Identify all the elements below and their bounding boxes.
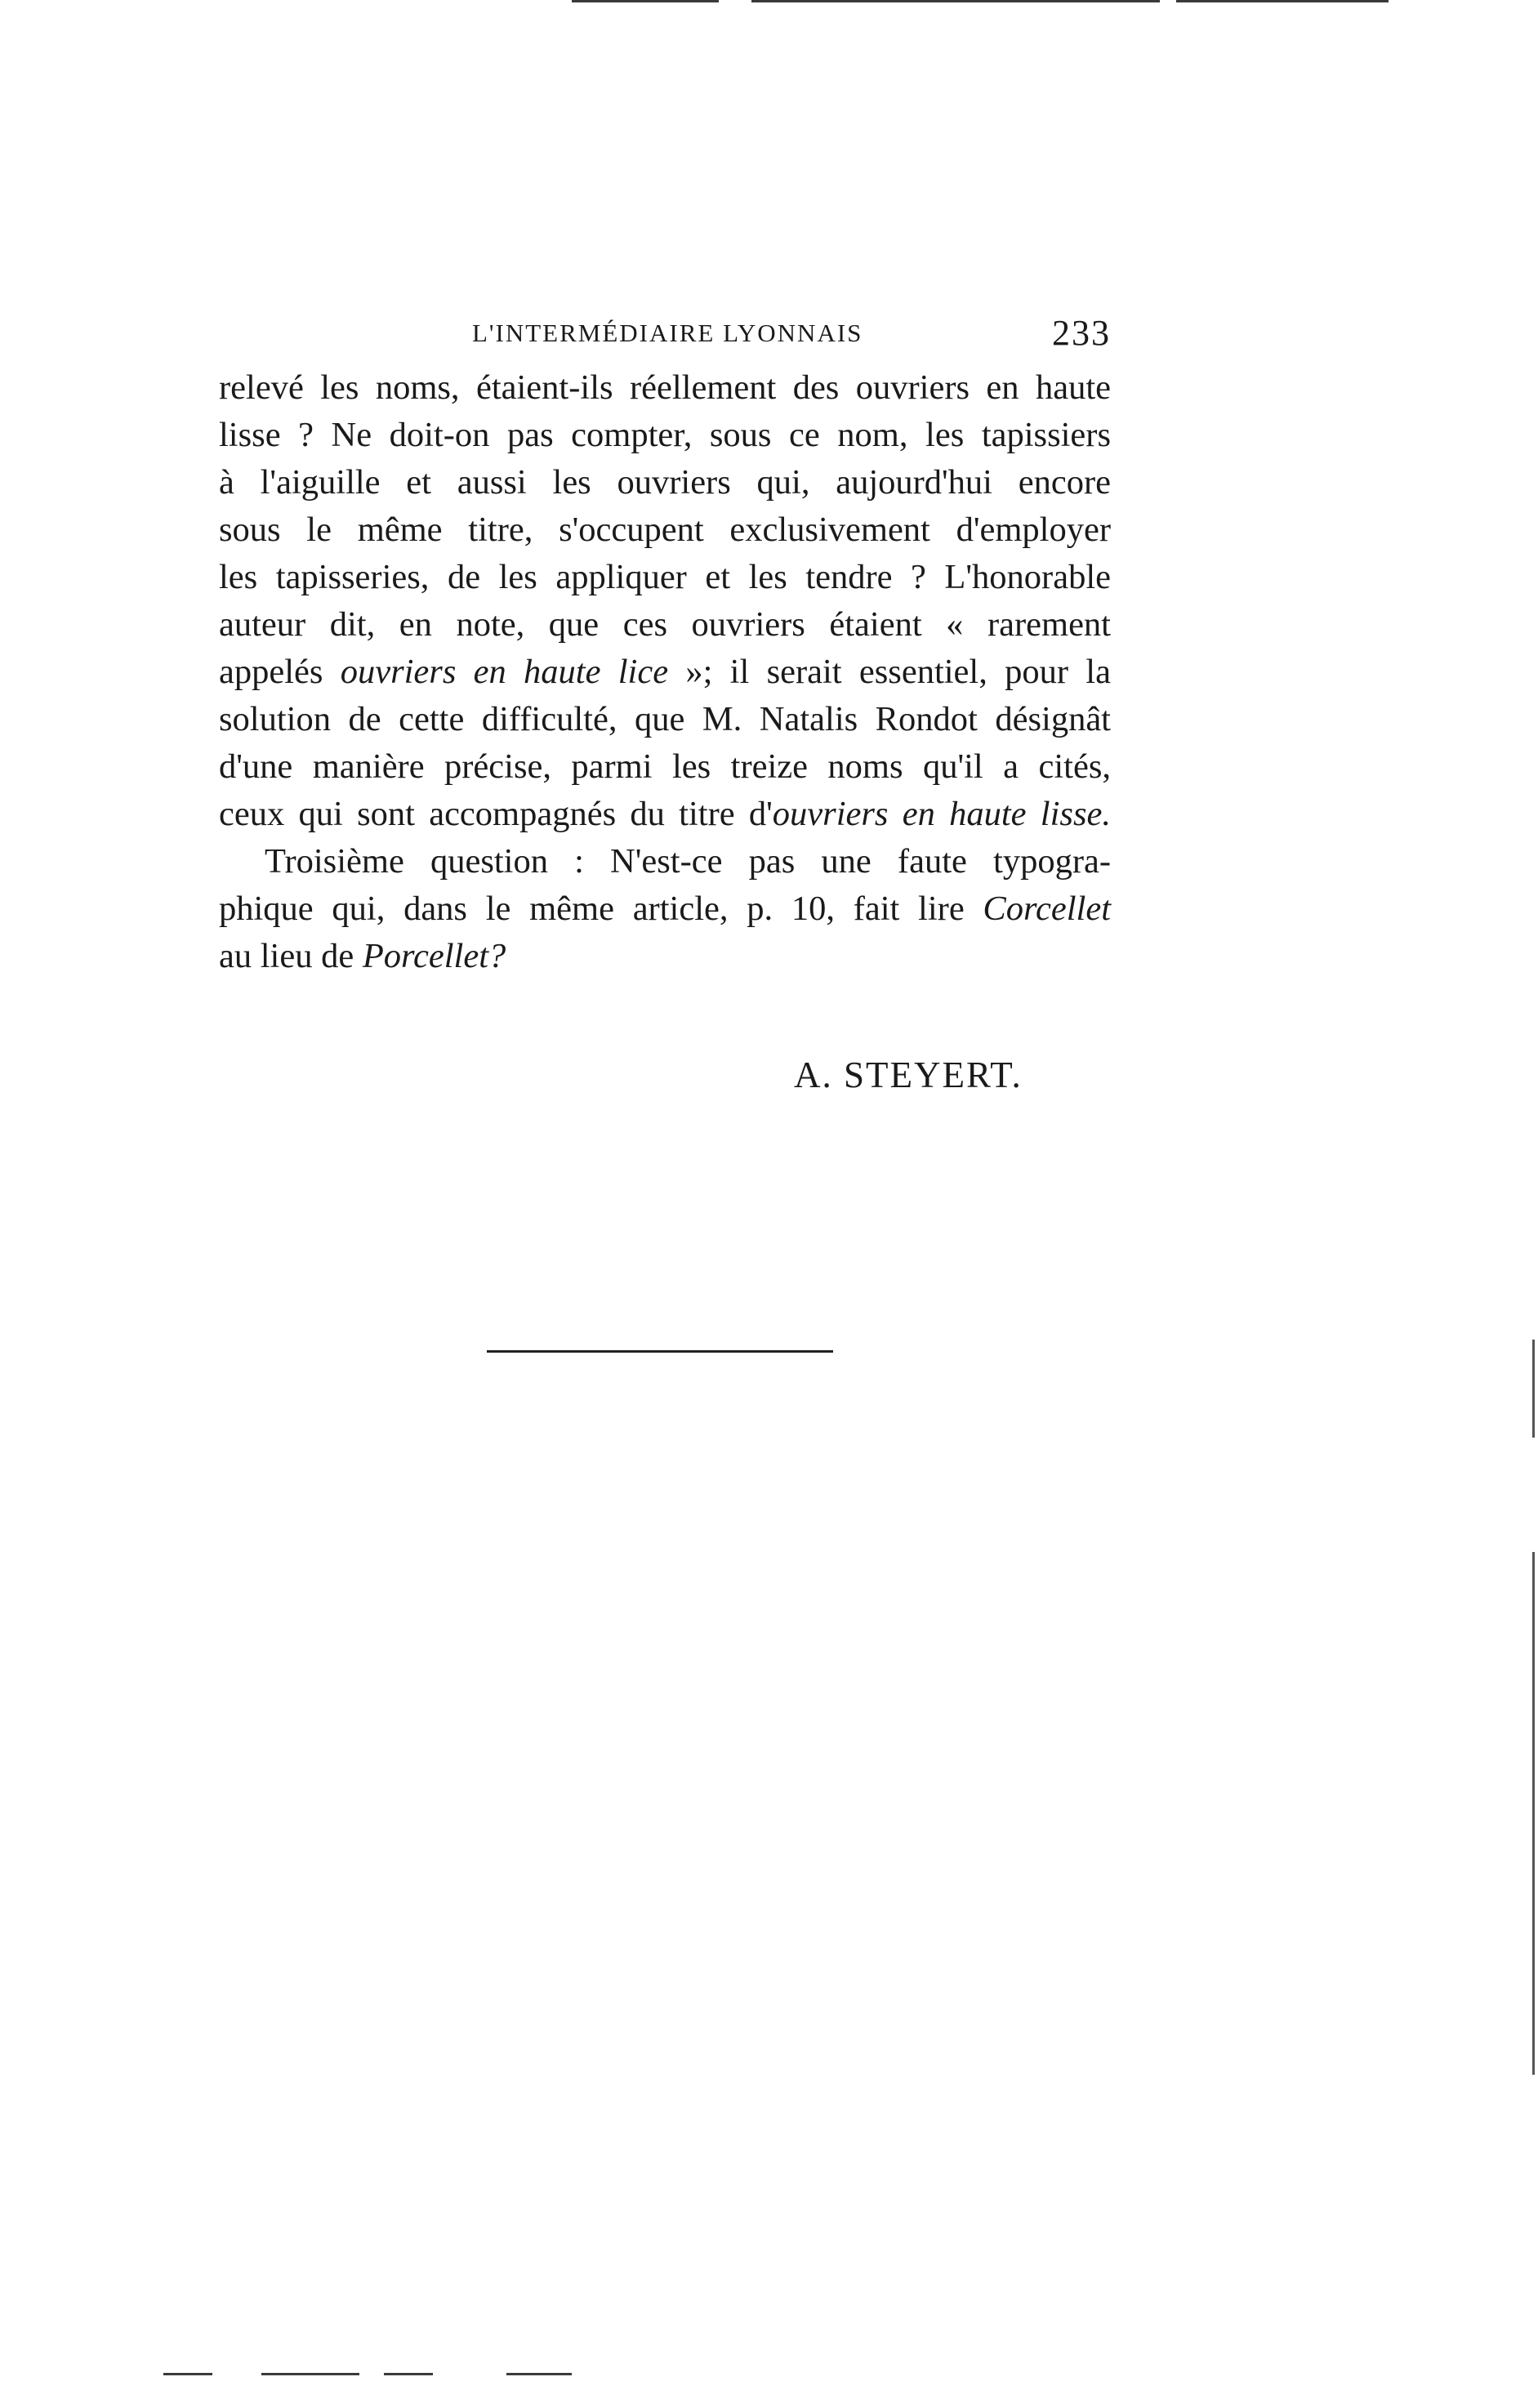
text-roman: appelés <box>219 653 341 691</box>
text-line: auteur dit, en note, que ces ouvriers étaient « rarement <box>219 605 1111 644</box>
text-line: sous le même titre, s'occupent exclusivement d'employer <box>219 511 1111 549</box>
text-line <box>219 933 1111 980</box>
text-italic: ouvriers en haute lisse. <box>772 795 1111 833</box>
text-line: d'une manière précise, parmi les treize noms qu'il a cités, <box>219 747 1111 786</box>
page-number: 233 <box>1052 313 1111 353</box>
text-line: relevé les noms, étaient-ils réellement des ouvriers en haute <box>219 368 1111 407</box>
scan-edge-bottom <box>163 2373 212 2375</box>
running-head <box>219 312 1111 361</box>
text-roman: phique qui, dans le même article, p. 10, fait lire <box>219 890 983 928</box>
text-line: à l'aiguille et aussi les ouvriers qui, aujourd'hui encore <box>219 463 1111 502</box>
running-title: L'INTERMÉDIAIRE LYONNAIS <box>472 319 863 347</box>
text-roman: ceux qui sont accompagnés du titre d' <box>219 795 773 833</box>
text-roman: au lieu de <box>219 937 363 975</box>
text-italic: ouvriers en haute lice <box>340 653 669 691</box>
author-signature: A. STEYERT. <box>794 1055 1023 1095</box>
text-italic: Corcellet <box>983 890 1111 928</box>
scan-edge-right <box>1532 1552 1535 2075</box>
text-line: solution de cette difficulté, que M. Natalis Rondot désignât <box>219 700 1111 738</box>
text-roman: »; il serait essentiel, pour la <box>668 653 1111 691</box>
scan-edge-top <box>751 0 1160 2</box>
scan-edge-right <box>1532 1340 1535 1438</box>
scan-edge-bottom <box>261 2373 359 2375</box>
text-line: lisse ? Ne doit-on pas compter, sous ce nom, les tapissiers <box>219 416 1111 454</box>
scan-edge-bottom <box>506 2373 572 2375</box>
end-rule <box>487 1350 833 1353</box>
body-text <box>219 364 1111 980</box>
scan-edge-bottom <box>384 2373 433 2375</box>
text-line <box>219 885 1111 933</box>
scan-edge-top <box>572 0 719 2</box>
text-line: Troisième question : N'est-ce pas une faute typogra- <box>265 842 1111 881</box>
text-line <box>219 791 1111 838</box>
text-line <box>219 649 1111 696</box>
text-line: les tapisseries, de les appliquer et les tendre ? L'honorable <box>219 558 1111 596</box>
scan-edge-top <box>1176 0 1389 2</box>
text-italic: Porcellet? <box>362 937 506 975</box>
